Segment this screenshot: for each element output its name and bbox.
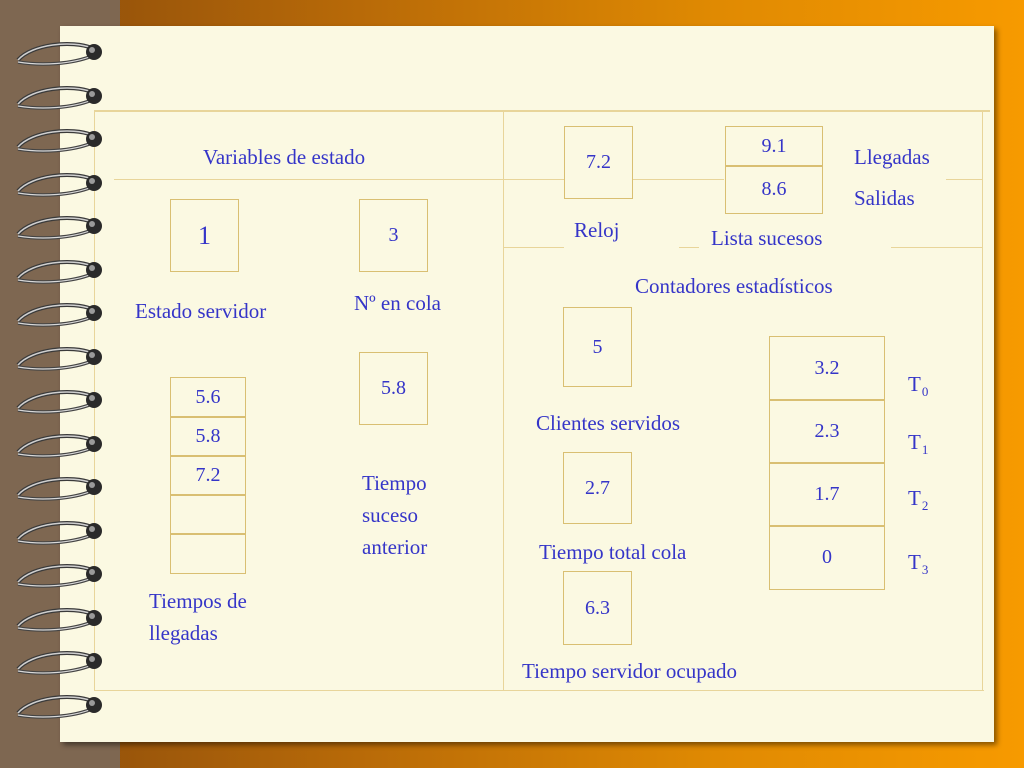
notebook-page — [60, 26, 994, 742]
arrival-times-label: Tiempos de llegadas — [149, 589, 247, 645]
spiral-ring-icon — [12, 301, 110, 331]
time-in-state-label — [908, 482, 928, 522]
label-base: T — [908, 430, 921, 454]
event-time-cell: 8.6 — [725, 165, 823, 214]
arrival-time-cell — [170, 494, 246, 535]
clock-box: 7.2 — [564, 126, 633, 199]
label-subscript: 2 — [921, 498, 929, 513]
spiral-ring-icon — [12, 84, 110, 114]
right-rule-2 — [632, 179, 724, 180]
spiral-ring-icon — [12, 519, 110, 549]
spiral-ring-icon — [12, 432, 110, 462]
time-in-state-cell: 2.3 — [769, 399, 885, 464]
queue-count-label: Nº en cola — [354, 291, 441, 315]
arrival-time-cell: 5.8 — [170, 416, 246, 457]
clock-label: Reloj — [574, 218, 620, 242]
spiral-ring-icon — [12, 171, 110, 201]
right-rule-6 — [891, 247, 982, 248]
right-rule-4 — [504, 247, 564, 248]
label-subscript: 1 — [921, 442, 929, 457]
label-base: T — [908, 486, 921, 510]
spiral-ring-icon — [12, 345, 110, 375]
spiral-ring-icon — [12, 127, 110, 157]
spiral-ring-icon — [12, 258, 110, 288]
arrivals-row-label: Llegadas — [854, 145, 930, 169]
server-state-label: Estado servidor — [135, 299, 267, 323]
label-base: T — [908, 372, 921, 396]
busy-server-time-label: Tiempo servidor ocupado — [522, 659, 738, 683]
arrival-time-cell: 5.6 — [170, 377, 246, 418]
state-title-underline — [114, 179, 504, 180]
busy-server-time-box: 6.3 — [563, 571, 632, 645]
queue-count-box: 3 — [359, 199, 428, 272]
page-rule-bottom — [94, 690, 984, 691]
arrival-time-cell: 7.2 — [170, 455, 246, 496]
spiral-ring-icon — [12, 475, 110, 505]
departures-row-label: Salidas — [854, 186, 915, 210]
last-event-time-label: Tiempo suceso anterior — [362, 471, 428, 559]
time-in-state-cell: 3.2 — [769, 336, 885, 401]
time-in-state-label — [908, 426, 928, 466]
spiral-ring-icon — [12, 562, 110, 592]
time-in-state-cell: 1.7 — [769, 462, 885, 527]
server-state-box: 1 — [170, 199, 239, 272]
state-variables-title: Variables de estado — [203, 145, 366, 169]
customers-served-label: Clientes servidos — [536, 411, 681, 435]
right-rule-3 — [946, 179, 982, 180]
spiral-ring-icon — [12, 606, 110, 636]
page-rule-top — [94, 110, 990, 112]
label-base: T — [908, 550, 921, 574]
spiral-ring-icon — [12, 388, 110, 418]
total-queue-time-label: Tiempo total cola — [539, 540, 687, 564]
last-event-time-box: 5.8 — [359, 352, 428, 425]
total-queue-time-box: 2.7 — [563, 452, 632, 524]
event-time-cell: 9.1 — [725, 126, 823, 167]
arrival-time-cell — [170, 533, 246, 574]
event-list-label: Lista sucesos — [711, 226, 823, 250]
spiral-ring-icon — [12, 40, 110, 70]
right-rule-5 — [679, 247, 699, 248]
time-in-state-label — [908, 368, 928, 408]
page-rule-right — [982, 110, 983, 691]
time-in-state-label — [908, 546, 928, 586]
spiral-ring-icon — [12, 214, 110, 244]
right-rule-1 — [504, 179, 564, 180]
label-subscript: 3 — [921, 562, 929, 577]
section-divider-vertical — [503, 110, 504, 691]
time-in-state-cell: 0 — [769, 525, 885, 590]
spiral-ring-icon — [12, 649, 110, 679]
statistical-counters-title: Contadores estadísticos — [635, 274, 833, 298]
spiral-ring-icon — [12, 693, 110, 723]
label-subscript: 0 — [921, 384, 929, 399]
customers-served-box: 5 — [563, 307, 632, 387]
